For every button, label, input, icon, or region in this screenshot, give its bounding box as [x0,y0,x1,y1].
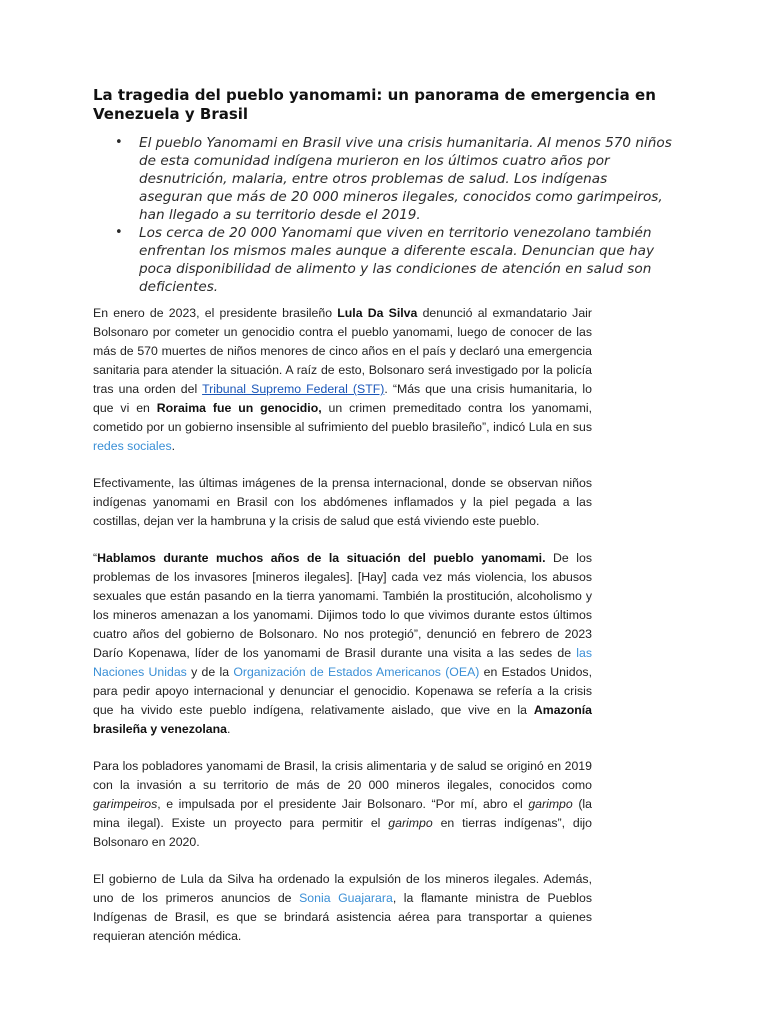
italic-run: garimpeiros [93,797,158,811]
paragraph-imagenes: Efectivamente, las últimas imágenes de la prensa internacional, donde se observan niños indígenas yanomami en Brasil con los abdómenes inflamados y la piel pegada a las costillas, dejan ver la hambruna y la crisis de salud que está viviendo este pueblo. [93,476,592,528]
text-run: , la flamante ministra de Pueblos Indígenas de Brasil, es que se brindará asistencia aérea para transportar a quienes requieran atención médica. [93,891,592,943]
bold-run: Roraima fue un genocidio, [156,401,322,415]
text-run: El gobierno de Lula da Silva ha ordenado la expulsión de los mineros ilegales. Además, uno de los primeros anuncios de [93,872,592,905]
text-run: . [171,439,176,453]
text-run: “ [93,551,98,565]
text-run: (la mina ilegal). Existe un proyecto para permitir el [93,797,592,830]
summary-bullet-item [115,134,675,224]
paragraph-gobierno-lula [93,870,592,946]
text-run: denunció al exmandatario Jair Bolsonaro por cometer un genocidio contra el pueblo yanomami, luego de conocer de las más de 570 muertes de niños menores de cinco años en el país y declaró una emergencia sanitaria para atender la situación. A raíz de esto, Bolsonaro será investigado por la policía tras una orden del [93,306,592,396]
link-naciones-unidas[interactable]: las Naciones Unidas [93,646,592,679]
summary-bullet-text: Los cerca de 20 000 Yanomami que viven en territorio venezolano también enfrentan los mismos males aunque a diferente escala. Denuncian que hay poca disponibilidad de alimento y las condiciones de atención en salud son deficientes. [139,225,654,295]
link-oea[interactable]: Organización de Estados Americanos (OEA) [233,665,480,679]
summary-bullet-list [115,134,675,296]
paragraph-kopenawa [93,549,592,739]
link-redes-sociales[interactable]: redes sociales [93,439,172,453]
text-run: y de la [186,665,234,679]
paragraph-lula-denuncia [93,304,592,456]
summary-bullet-item [115,224,675,296]
text-run: en tierras indígenas”, dijo Bolsonaro en 2020. [93,816,592,849]
bold-run: Hablamos durante muchos años de la situación del pueblo yanomami. [97,551,546,565]
italic-run: garimpo [528,797,573,811]
bold-run: Lula Da Silva [337,306,418,320]
bold-run: Amazonía brasileña y venezolana [93,703,592,736]
link-sonia-guajarara[interactable]: Sonia Guajarara [299,891,393,905]
text-run: . [226,722,231,736]
text-run: , e impulsada por el presidente Jair Bolsonaro. “Por mí, abro el [157,797,529,811]
summary-bullet-text: El pueblo Yanomami en Brasil vive una crisis humanitaria. Al menos 570 niños de esta comunidad indígena murieron en los últimos cuatro años por desnutrición, malaria, entre otros problemas de salud. Los indígenas aseguran que más de 20 000 mineros ilegales, conocidos como garimpeiros, han llegado a su territorio desde el 2019. [139,135,672,223]
link-tribunal-supremo-federal[interactable]: Tribunal Supremo Federal (STF) [202,382,385,396]
bullet-icon: • [115,225,123,240]
text-run: . “Más que una crisis humanitaria, lo que vi en [93,382,592,415]
bullet-icon: • [115,135,123,150]
paragraph-garimpeiros [93,757,592,852]
text-run: En enero de 2023, el presidente brasileño [93,306,338,320]
text-run: en Estados Unidos, para pedir apoyo internacional y denunciar el genocidio. Kopenawa se refería a la crisis que ha vivido este pueblo indígena, relativamente aislado, que vive en la [93,665,592,717]
text-run: De los problemas de los invasores [mineros ilegales]. [Hay] cada vez más violencia, los abusos sexuales que están pasando en la tierra yanomami. También la prostitución, alcoholismo y los mineros amenazan a los yanomami. Dijimos todo lo que vivimos durante estos últimos cuatro años del gobierno de Bolsonaro. No nos protegió”, denunció en febrero de 2023 Darío Kopenawa, líder de los yanomami de Brasil durante una visita a las sedes de [93,551,592,660]
italic-run: garimpo [388,816,433,830]
text-run: un crimen premeditado contra los yanomami, cometido por un gobierno insensible al sufrimiento del pueblo brasileño”, indicó Lula en sus [93,401,592,434]
article-title: La tragedia del pueblo yanomami: un panorama de emergencia en Venezuela y Brasil [93,86,656,123]
article-body [93,304,592,964]
text-run: Para los pobladores yanomami de Brasil, la crisis alimentaria y de salud se originó en 2019 con la invasión a su territorio de más de 20 000 mineros ilegales, conocidos como [93,759,592,792]
